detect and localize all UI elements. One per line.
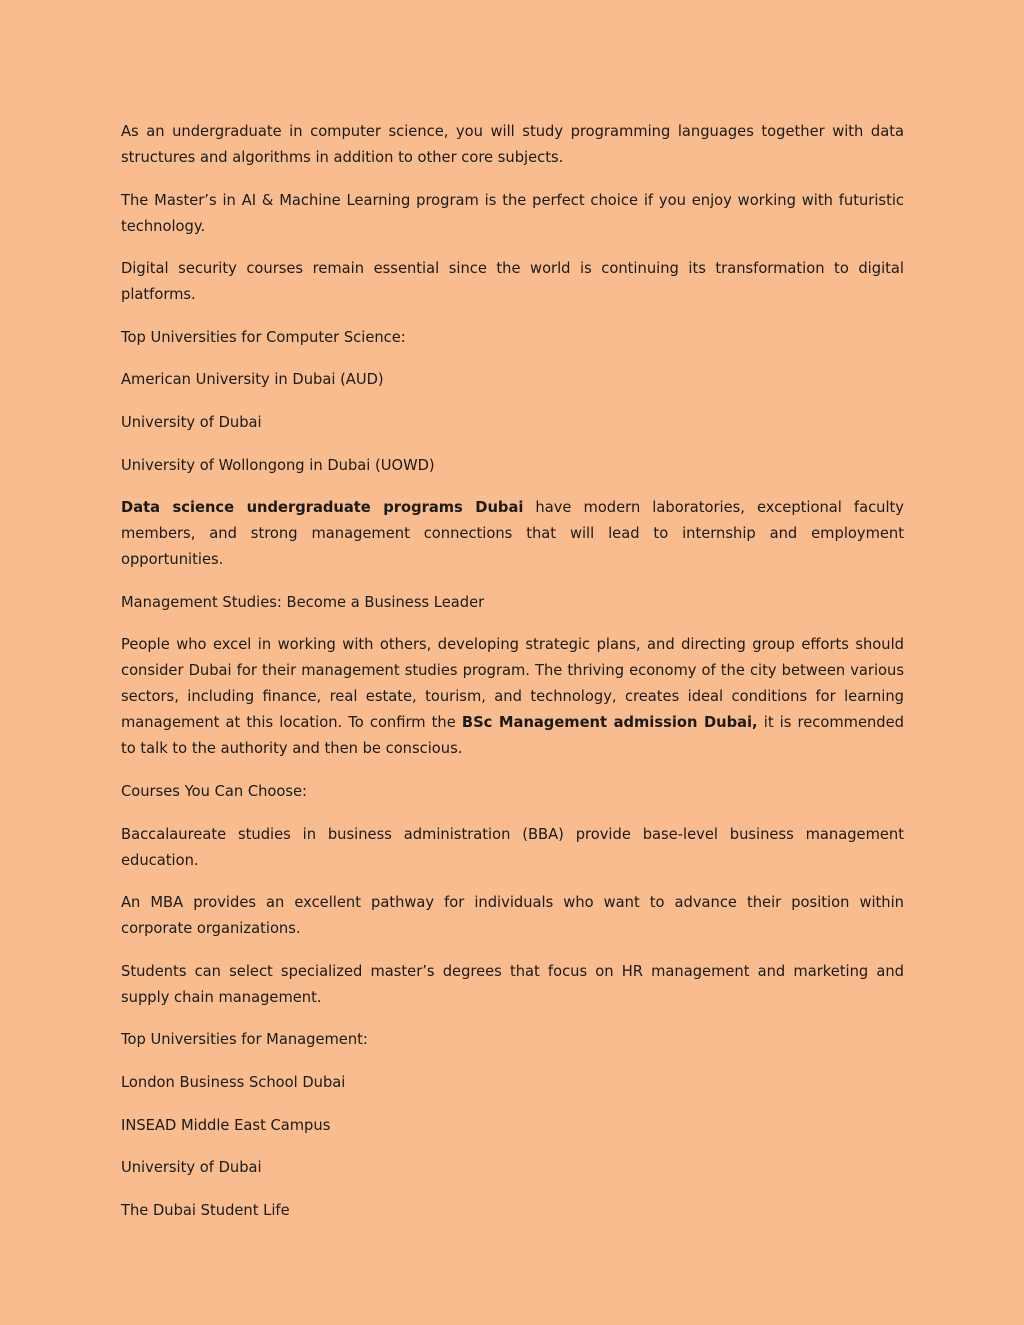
heading-top-universities-management: Top Universities for Management: — [121, 1031, 368, 1049]
list-item-university: University of Dubai — [121, 413, 262, 431]
paragraph-digital-security: Digital security courses remain essential since the world is continuing its transformation to digital platforms. — [121, 260, 904, 304]
paragraph-masters: Students can select specialized master’s degrees that focus on HR management and marketing and supply chain management. — [121, 962, 904, 1006]
heading-student-life: The Dubai Student Life — [121, 1201, 290, 1219]
paragraph-ai-ml: The Master’s in AI & Machine Learning program is the perfect choice if you enjoy working with futuristic technology. — [121, 191, 904, 235]
paragraph-cs-intro: As an undergraduate in computer science, you will study programming languages together with data structures and algorithms in addition to other core subjects. — [121, 123, 904, 166]
bold-keyword: Data science undergraduate programs Dubai — [121, 499, 524, 517]
paragraph-data-science: Data science undergraduate programs Dubai have modern laboratories, exceptional faculty members, and strong management connections that will lead to internship and employment opportunities. — [121, 499, 904, 569]
document-page — [121, 119, 904, 1240]
paragraph-management: People who excel in working with others, developing strategic plans, and directing group efforts should consider Dubai for their management studies program. The thriving economy of the city between various sectors, including finance, real estate, tourism, and technology, creates ideal conditions for learning management at this location. To confirm the BSc Management admission Dubai, it is recommended to talk to the authority and then be conscious. — [121, 636, 904, 758]
list-item-university: American University in Dubai (AUD) — [121, 371, 384, 389]
paragraph-mba: An MBA provides an excellent pathway for individuals who want to advance their position within corporate organizations. — [121, 894, 904, 938]
paragraph-bba: Baccalaureate studies in business administration (BBA) provide base-level business management education. — [121, 825, 904, 869]
list-item-university: University of Wollongong in Dubai (UOWD) — [121, 456, 435, 474]
list-item-university: University of Dubai — [121, 1159, 262, 1177]
list-item-university: London Business School Dubai — [121, 1073, 346, 1091]
list-item-university: INSEAD Middle East Campus — [121, 1116, 331, 1134]
bold-keyword: BSc Management admission Dubai, — [461, 714, 758, 732]
heading-top-universities-cs: Top Universities for Computer Science: — [121, 328, 406, 346]
heading-courses: Courses You Can Choose: — [121, 782, 307, 800]
heading-management-studies: Management Studies: Become a Business Leader — [121, 593, 485, 611]
